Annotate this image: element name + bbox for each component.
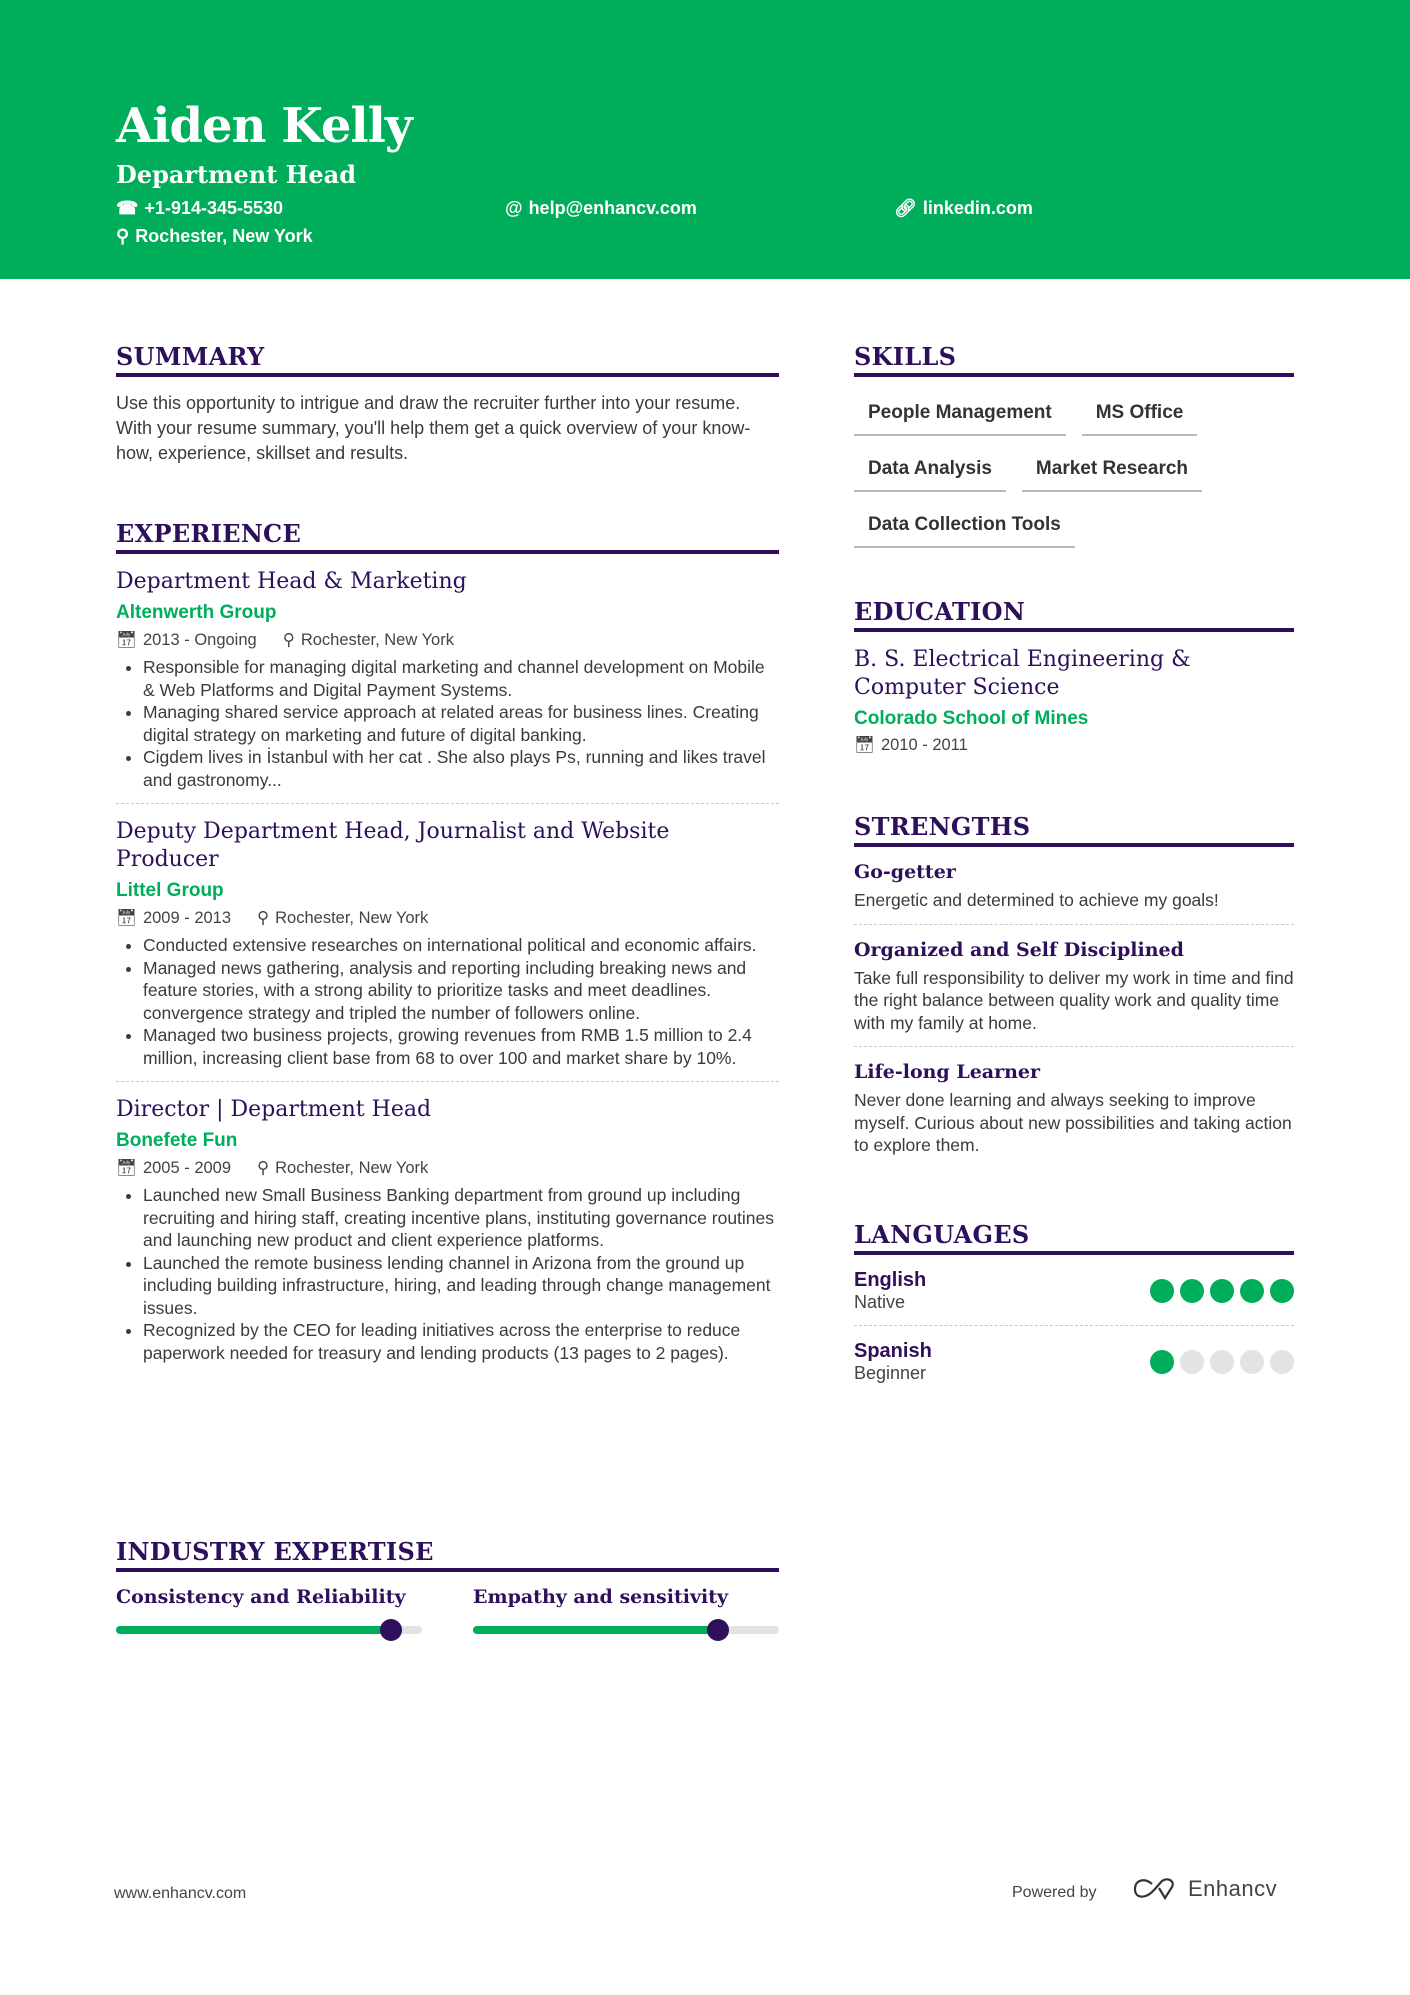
enhancv-logo[interactable] [1132,1876,1277,1902]
rating-dot [1270,1279,1294,1303]
company-name: Bonefete Fun [116,1130,238,1151]
slider-knob [707,1619,729,1641]
footer-site[interactable]: www.enhancv.com [114,1885,247,1902]
job-dates [116,909,231,928]
rating-dot [1180,1350,1204,1374]
expertise-label: Consistency and Reliability [116,1586,406,1608]
expertise-item [473,1586,779,1634]
bullet-item: • Responsible for managing digital marketing and channel development on Mobile & Web Platforms and Digital Payment Systems. [143,656,779,701]
job-dates [116,1159,231,1178]
location-pin-icon: ⚲ [282,631,295,649]
language-info [854,1340,932,1384]
rating-dot [1150,1279,1174,1303]
rating-dot [1150,1350,1174,1374]
expertise-slider [116,1626,422,1634]
bullet-item: • Cigdem lives in İstanbul with her cat . She also plays Ps, running and likes travel and gastronomy... [143,746,779,791]
section-heading: EDUCATION [854,597,1294,632]
expertise-label: Empathy and sensitivity [473,1586,729,1608]
dates-text: 2009 - 2013 [142,908,232,927]
language-item [854,1255,1294,1326]
calendar-icon: 📅︎ [116,908,137,927]
rating-dot [1240,1350,1264,1374]
degree: B. S. Electrical Engineering & Computer Science [854,647,1191,700]
section-heading: SKILLS [854,342,1294,377]
job-meta [116,1158,779,1178]
section-heading: SUMMARY [116,342,779,377]
phone-icon: ☎ [116,198,139,218]
location-text: Rochester, New York [275,908,429,927]
experience-item [116,554,779,804]
skill-tag: Market Research [1022,449,1202,492]
expertise-item [116,1586,422,1634]
strength-title: Life-long Learner [854,1061,1041,1083]
rating-dot [1180,1279,1204,1303]
slider-knob [380,1619,402,1641]
bullet-item: • Recognized by the CEO for leading initiatives across the enterprise to reduce paperwork needed for treasury and lending products (13 pages to 2 pages). [143,1319,779,1364]
resume-header [0,0,1410,279]
brand-name: Enhancv [1188,1876,1278,1901]
phone-contact [116,198,283,219]
location-text: Rochester, New York [300,630,454,649]
summary-text: Use this opportunity to intrigue and draw the recruiter further into your resume. With your resume summary, you'll help them get a quick overview of your know-how, experience, skillset and results. [116,393,751,463]
at-icon: @ [505,198,523,218]
rating-dot [1240,1279,1264,1303]
candidate-title: Department Head [116,160,356,189]
bullet-item: • Conducted extensive researches on international political and economic affairs. [143,934,779,957]
bullet-item: • Launched the remote business lending channel in Arizona from the ground up including building infrastructure, hiring, and leading through change management issues. [143,1252,779,1320]
strength-item [854,1047,1294,1169]
expertise-slider [473,1626,779,1634]
section-heading: LANGUAGES [854,1220,1294,1255]
bullet-item: • Launched new Small Business Banking department from ground up including recruiting and hiring staff, creating incentive plans, instituting governance routines and launching new product and client experience platforms. [143,1184,779,1252]
company-name: Littel Group [116,880,224,901]
job-location [257,1158,428,1178]
rating-dot [1270,1350,1294,1374]
calendar-icon: 📅︎ [116,1158,137,1177]
education-dates [854,736,968,755]
strength-title: Go-getter [854,861,956,883]
location-contact [116,226,313,247]
dates-text: 2013 - Ongoing [142,630,257,649]
bullet-item: • Managed two business projects, growing revenues from RMB 1.5 million to 2.4 million, increasing client base from 68 to over 100 and market share by 10%. [143,1024,779,1069]
experience-item [116,1082,779,1376]
strengths-section [854,812,1294,1169]
candidate-name: Aiden Kelly [116,98,412,154]
summary-section [116,342,779,466]
education-section [854,597,1294,755]
language-level: Beginner [854,1363,927,1383]
experience-section [116,519,779,1376]
dates-text: 2005 - 2009 [142,1158,232,1177]
calendar-icon: 📅︎ [854,736,875,754]
bullet-list [116,934,779,1069]
language-rating [1150,1350,1294,1374]
job-meta [116,630,779,650]
slider-fill [116,1626,391,1634]
strength-item [854,847,1294,925]
language-name: English [854,1269,927,1291]
language-item [854,1326,1294,1396]
location-text: Rochester, New York [135,226,313,246]
strength-text: Never done learning and always seeking to improve myself. Curious about new possibilities and taking action to explore them. [854,1090,1292,1155]
powered-by: Powered by [1012,1884,1097,1901]
dates-text: 2010 - 2011 [880,736,968,754]
job-meta [116,908,779,928]
slider-fill [473,1626,718,1634]
skill-tag: People Management [854,393,1066,436]
language-rating [1150,1279,1294,1303]
strength-text: Energetic and determined to achieve my goals! [854,890,1219,910]
strength-item [854,925,1294,1048]
rating-dot [1210,1279,1234,1303]
link-icon: 🔗︎ [894,198,917,218]
language-level: Native [854,1292,906,1312]
bullet-item: • Managing shared service approach at related areas for business lines. Creating digital strategy on marketing and future of digital banking. [143,701,779,746]
job-title: Director | Department Head [116,1097,432,1122]
location-text: Rochester, New York [275,1158,429,1177]
skills-section [854,342,1294,561]
section-heading: INDUSTRY EXPERTISE [116,1537,779,1572]
company-name: Altenwerth Group [116,602,277,623]
job-title: Deputy Department Head, Journalist and Website Producer [116,819,670,872]
location-pin-icon: ⚲ [116,226,130,246]
languages-section [854,1220,1294,1396]
strength-text: Take full responsibility to deliver my work in time and find the right balance between quality work and quality time with my family at home. [854,967,1294,1033]
skill-tag: Data Analysis [854,449,1006,492]
job-location [257,908,428,928]
enhancv-logo-icon [1132,1877,1178,1901]
job-dates [116,631,257,650]
bullet-list [116,1184,779,1364]
job-location [283,630,454,650]
email-contact[interactable] [505,198,697,219]
email-text[interactable]: help@enhancv.com [528,198,697,218]
link-text[interactable]: linkedin.com [922,198,1033,218]
rating-dot [1210,1350,1234,1374]
location-pin-icon: ⚲ [257,1159,270,1177]
job-title: Department Head & Marketing [116,569,467,594]
skill-tag: Data Collection Tools [854,505,1075,548]
calendar-icon: 📅︎ [116,630,137,649]
section-heading: EXPERIENCE [116,519,779,554]
section-heading: STRENGTHS [854,812,1294,847]
link-contact[interactable] [894,198,1033,219]
experience-item [116,804,779,1082]
language-info [854,1269,926,1313]
language-name: Spanish [854,1340,932,1362]
bullet-list [116,656,779,791]
school: Colorado School of Mines [854,708,1089,729]
industry-expertise-section [116,1537,779,1634]
phone-text: +1-914-345-5530 [144,198,284,218]
bullet-item: convergence strategy and tripled the number of followers online. [143,1002,641,1023]
strength-title: Organized and Self Disciplined [854,938,1184,961]
skill-tag: MS Office [1082,393,1198,436]
location-pin-icon: ⚲ [257,909,270,927]
bullet-item: • Managed news gathering, analysis and reporting including breaking news and feature stories, with a strong ability to prioritize tasks and meet deadlines. [143,957,779,1002]
